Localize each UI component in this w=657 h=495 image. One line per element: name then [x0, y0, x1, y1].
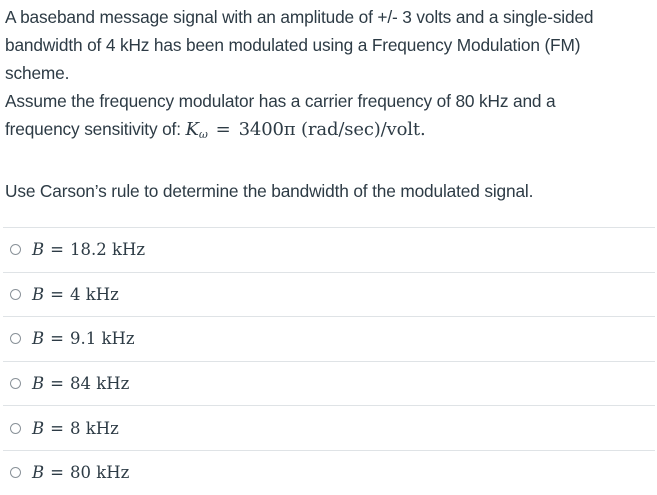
sensitivity-value: 3400π (rad/sec)/volt.: [238, 119, 426, 140]
answer-value: 18.2 kHz: [69, 240, 146, 260]
answer-equals: =: [50, 240, 64, 260]
answer-value: 8 kHz: [69, 418, 119, 438]
question-prompt: Use Carson’s rule to determine the bandwidth of the modulated signal.: [5, 181, 534, 201]
answer-variable: B: [32, 329, 45, 349]
answer-equals: =: [50, 418, 64, 438]
sensitivity-equals: =: [215, 119, 231, 140]
radio-button[interactable]: [10, 244, 21, 255]
answer-equals: =: [50, 463, 64, 483]
sensitivity-formula: [186, 119, 426, 140]
answer-label: [32, 419, 119, 438]
sensitivity-symbol: K: [185, 119, 199, 140]
answer-option-4[interactable]: [3, 361, 655, 406]
question-line-4: Assume the frequency modulator has a carrier frequency of 80 kHz and a: [5, 91, 556, 111]
answer-option-2[interactable]: [3, 272, 655, 317]
answer-option-1[interactable]: [3, 227, 655, 272]
question-line-5: [5, 115, 653, 149]
answer-variable: B: [32, 284, 45, 304]
radio-button[interactable]: [10, 467, 21, 478]
radio-button[interactable]: [10, 333, 21, 344]
question-text: [5, 3, 653, 205]
answer-option-6[interactable]: [3, 450, 655, 495]
radio-button[interactable]: [10, 289, 21, 300]
answer-option-5[interactable]: [3, 405, 655, 450]
answer-label: [32, 329, 135, 348]
answer-list: [3, 227, 655, 495]
radio-button[interactable]: [10, 378, 21, 389]
answer-equals: =: [50, 329, 64, 349]
answer-equals: =: [50, 374, 64, 394]
radio-button[interactable]: [10, 423, 21, 434]
answer-value: 84 kHz: [69, 374, 130, 394]
answer-label: [32, 285, 119, 304]
answer-option-3[interactable]: [3, 316, 655, 361]
sensitivity-subscript: ω: [198, 128, 208, 141]
answer-equals: =: [50, 284, 64, 304]
answer-value: 4 kHz: [69, 284, 119, 304]
answer-variable: B: [32, 463, 45, 483]
answer-variable: B: [32, 418, 45, 438]
answer-value: 80 kHz: [69, 463, 130, 483]
answer-label: [32, 374, 129, 393]
answer-label: [32, 463, 129, 482]
answer-label: [32, 240, 145, 259]
answer-value: 9.1 kHz: [69, 329, 135, 349]
answer-variable: B: [32, 374, 45, 394]
question-line-2: bandwidth of 4 kHz has been modulated using a Frequency Modulation (FM): [5, 35, 581, 55]
answer-variable: B: [32, 240, 45, 260]
question-line-1: A baseband message signal with an amplitude of +/- 3 volts and a single-sided: [5, 7, 594, 27]
sensitivity-intro: frequency sensitivity of:: [5, 119, 186, 139]
question-line-3: scheme.: [5, 63, 70, 83]
